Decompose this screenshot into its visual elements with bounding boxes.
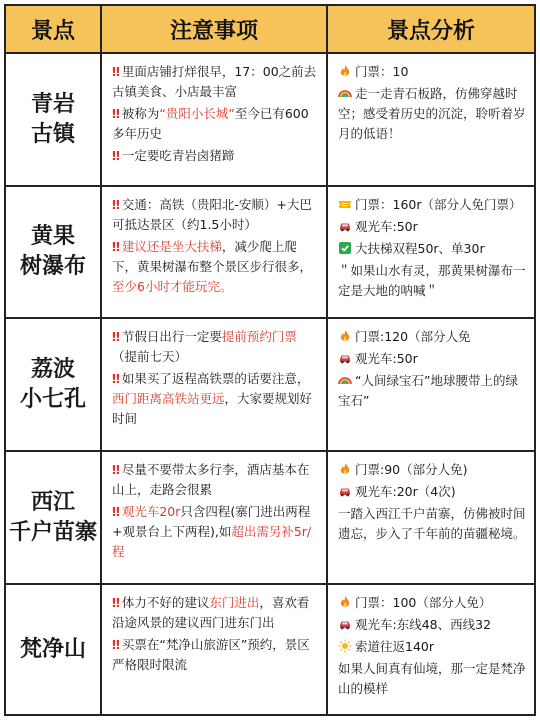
note-text: 节假日出行一定要 <box>121 329 222 344</box>
ticket-icon <box>338 197 352 211</box>
table-row <box>6 450 534 583</box>
table-header <box>6 6 534 52</box>
note-item <box>112 62 320 102</box>
note-text: ，减少爬上爬下，黄果树瀑布整个景区步行很多， <box>112 239 313 274</box>
analysis-text: “人间绿宝石”地球腰带上的绿宝石” <box>338 373 518 408</box>
double-exclamation-icon: ‼ <box>112 148 120 163</box>
car-icon <box>338 351 352 365</box>
header-analysis: 景点分析 <box>386 18 475 44</box>
note-text: （提前七天） <box>112 349 188 364</box>
note-highlight-text: 超出需另补5r/程 <box>112 524 312 559</box>
note-item <box>112 460 320 500</box>
attraction-name-cell <box>6 452 102 583</box>
notes-cell <box>102 54 328 185</box>
analysis-cell <box>328 452 534 583</box>
note-item <box>112 195 320 235</box>
note-text: 交通：高铁（贵阳北-安顺）+大巴可抵达景区（约1.5小时） <box>112 197 312 232</box>
analysis-item <box>338 637 528 657</box>
attraction-name-cell <box>6 319 102 450</box>
analysis-text: 门票:120（部分人免 <box>355 329 471 344</box>
double-exclamation-icon: ‼ <box>112 239 120 254</box>
car-icon <box>338 484 352 498</box>
analysis-text: 观光车:东线48、西线32 <box>355 617 492 632</box>
note-text: 买票在“梵净山旅游区”预约，景区严格限时限流 <box>112 637 310 672</box>
notes-cell <box>102 452 328 583</box>
analysis-cell <box>328 585 534 714</box>
header-attraction: 景点 <box>6 6 102 52</box>
analysis-text: ＂如果山水有灵，那黄果树瀑布一定是大地的呐喊＂ <box>338 263 526 298</box>
analysis-text: 门票:90（部分人免) <box>355 462 468 477</box>
attraction-name-cell <box>6 54 102 185</box>
analysis-text: 门票：10 <box>355 64 409 79</box>
attraction-name: 青岩 古镇 <box>30 91 75 147</box>
analysis-text: 门票：160r（部分人免门票） <box>355 197 522 212</box>
table-row <box>6 52 534 185</box>
analysis-item <box>338 195 528 215</box>
analysis-item <box>338 593 528 613</box>
analysis-item <box>338 62 528 82</box>
note-highlight-text: 东门进出 <box>209 595 260 610</box>
analysis-item <box>338 239 528 259</box>
analysis-item <box>338 349 528 369</box>
note-highlight-text: 观光车20r <box>121 504 181 519</box>
note-text: 至今已有600多年历史 <box>112 106 309 141</box>
analysis-text: 大扶梯双程50r、单30r <box>355 241 485 256</box>
note-item <box>112 593 320 633</box>
note-highlight-text: 至少6小时才能玩完。 <box>112 279 233 294</box>
analysis-item <box>338 460 528 480</box>
note-item <box>112 369 320 429</box>
note-text: 一定要吃青岩卤猪蹄 <box>121 148 235 163</box>
analysis-text: 观光车:50r <box>355 351 418 366</box>
fire-icon <box>338 64 352 78</box>
note-text: 只含四程(寨门进出两程+观景台上下两程),如 <box>112 504 311 539</box>
note-text: 如果买了返程高铁票的话要注意， <box>121 371 310 386</box>
attraction-name: 黄果 树瀑布 <box>19 224 86 279</box>
analysis-item <box>338 659 528 699</box>
fire-icon <box>338 462 352 476</box>
note-highlight-text: 西门距离高铁站更远 <box>112 391 225 406</box>
analysis-cell <box>328 319 534 450</box>
table-row <box>6 583 534 714</box>
double-exclamation-icon: ‼ <box>112 637 120 652</box>
double-exclamation-icon: ‼ <box>112 197 120 212</box>
note-item <box>112 237 320 297</box>
analysis-text: 如果人间真有仙境，那一定是梵净山的模样 <box>338 661 526 696</box>
attraction-name: 梵净山 <box>19 636 86 662</box>
note-item <box>112 327 320 367</box>
double-exclamation-icon: ‼ <box>112 329 120 344</box>
double-exclamation-icon: ‼ <box>112 106 120 121</box>
analysis-item <box>338 217 528 237</box>
attraction-name-cell <box>6 585 102 714</box>
attraction-name: 西江 千户苗寨 <box>8 489 97 545</box>
car-icon <box>338 617 352 631</box>
note-item <box>112 146 320 166</box>
notes-cell <box>102 585 328 714</box>
double-exclamation-icon: ‼ <box>112 595 120 610</box>
double-exclamation-icon: ‼ <box>112 371 120 386</box>
fire-icon <box>338 595 352 609</box>
note-text: 体力不好的建议 <box>121 595 210 610</box>
note-text: 被称为 <box>121 106 160 121</box>
analysis-text: 走一走青石板路，仿佛穿越时空；感受着历史的沉淀，聆听着岁月的低语！ <box>338 86 526 141</box>
note-item <box>112 502 320 562</box>
note-highlight-text: “贵阳小长城” <box>159 106 235 121</box>
rainbow-icon <box>338 373 352 387</box>
double-exclamation-icon: ‼ <box>112 504 120 519</box>
notes-cell <box>102 319 328 450</box>
note-item <box>112 104 320 144</box>
table-row <box>6 317 534 450</box>
analysis-text: 观光车:50r <box>355 219 418 234</box>
double-exclamation-icon: ‼ <box>112 462 120 477</box>
car-icon <box>338 219 352 233</box>
note-text: ，喜欢看沿途风景的建议西门进东门出 <box>112 595 310 630</box>
check-icon <box>338 241 352 255</box>
note-text: 尽量不要带太多行李，酒店基本在山上，走路会很累 <box>112 462 310 497</box>
note-highlight-text: 建议还是坐大扶梯 <box>121 239 222 254</box>
analysis-item <box>338 504 528 544</box>
note-text: ，大家要规划好时间 <box>112 391 313 426</box>
analysis-cell <box>328 187 534 317</box>
attraction-name: 荔波 小七孔 <box>19 356 86 412</box>
table-row <box>6 185 534 317</box>
analysis-item <box>338 261 528 301</box>
analysis-text: 索道往返140r <box>355 639 434 654</box>
analysis-text: 一踏入西江千户苗寨，仿佛被时间遗忘，步入了千年前的苗疆秘境。 <box>338 506 526 541</box>
double-exclamation-icon: ‼ <box>112 64 120 79</box>
note-highlight-text: 提前预约门票 <box>221 329 297 344</box>
note-text: 里面店铺打烊很早，17：00之前去古镇美食、小店最丰富 <box>112 64 317 99</box>
header-notes: 注意事项 <box>102 6 328 52</box>
analysis-item <box>338 327 528 347</box>
analysis-cell <box>328 54 534 185</box>
notes-cell <box>102 187 328 317</box>
note-item <box>112 635 320 675</box>
fire-icon <box>338 329 352 343</box>
attraction-name-cell <box>6 187 102 317</box>
rainbow-icon <box>338 86 352 100</box>
analysis-item <box>338 84 528 144</box>
analysis-item <box>338 615 528 635</box>
analysis-item <box>338 371 528 411</box>
analysis-text: 门票：100（部分人免） <box>355 595 492 610</box>
analysis-text: 观光车:20r（4次) <box>355 484 456 499</box>
analysis-item <box>338 482 528 502</box>
attractions-table <box>4 4 536 716</box>
sun-icon <box>338 639 352 653</box>
